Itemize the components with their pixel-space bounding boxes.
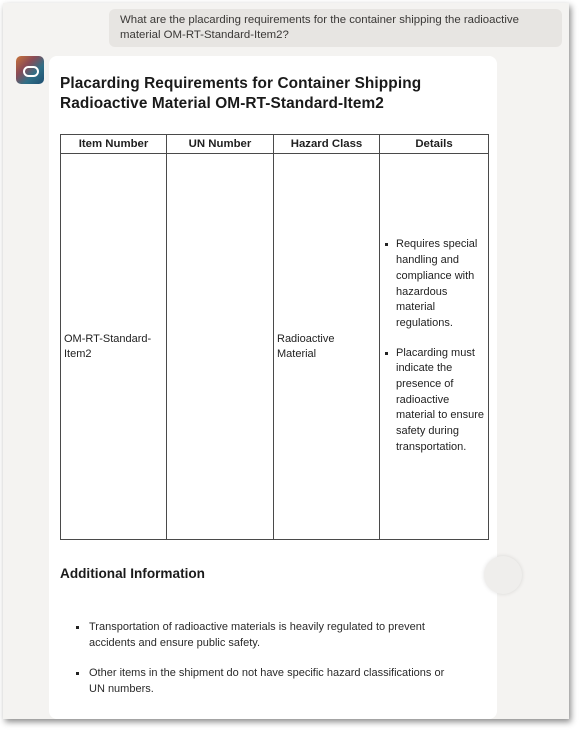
list-item: Other items in the shipment do not have specific hazard classifications or UN numbers. [74, 665, 454, 697]
additional-info-heading: Additional Information [60, 566, 205, 581]
additional-info-list [74, 619, 454, 711]
user-message-bubble [109, 9, 562, 47]
details-item: Requires special handling and compliance with hazardous material regulations. [396, 237, 486, 331]
column-header-un-number: UN Number [167, 135, 274, 154]
assistant-logo-icon [16, 56, 44, 84]
cell-un-number [167, 154, 274, 540]
table-header-row [61, 135, 489, 154]
placarding-table [60, 134, 489, 540]
details-item: Placarding must indicate the presence of radioactive material to ensure safety during transportation. [396, 346, 486, 456]
chat-window [3, 3, 569, 719]
column-header-hazard-class: Hazard Class [274, 135, 380, 154]
column-header-item-number: Item Number [61, 135, 167, 154]
cell-details [380, 154, 489, 540]
list-item: Transportation of radioactive materials is heavily regulated to prevent accidents and ensure public safety. [74, 619, 454, 651]
column-header-details: Details [380, 135, 489, 154]
cell-item-number: OM-RT-Standard-Item2 [61, 154, 167, 540]
details-list [382, 237, 486, 455]
cell-hazard-class: Radioactive Material [274, 154, 380, 540]
response-title: Placarding Requirements for Container Shipping Radioactive Material OM-RT-Standard-Item2 [60, 75, 422, 112]
assistant-response-card [49, 56, 497, 719]
scroll-down-button[interactable] [484, 556, 522, 594]
table-row [61, 154, 489, 540]
user-message-text: What are the placarding requirements for the container shipping the radioactive material OM-RT-Standard-Item2? [120, 14, 519, 41]
